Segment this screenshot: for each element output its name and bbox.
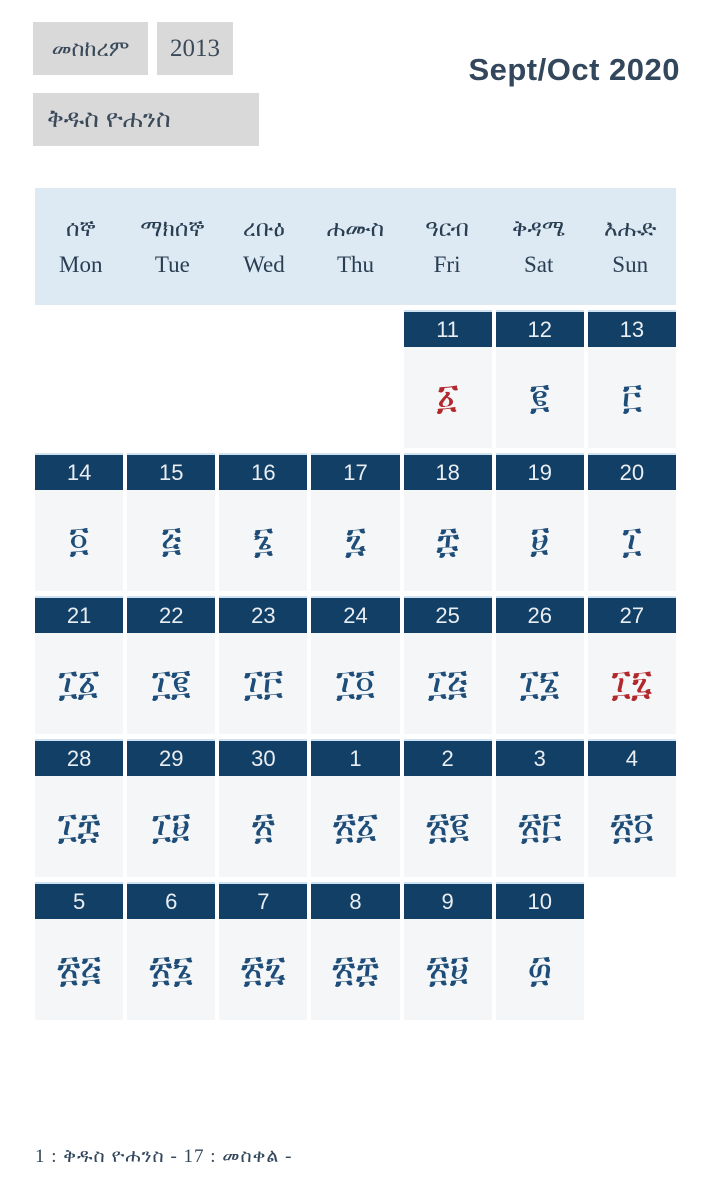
gregorian-date-label: 29 (127, 739, 215, 776)
day-cell[interactable] (127, 596, 215, 734)
geez-date: ፬ (35, 490, 123, 591)
weekday-wed (218, 215, 310, 278)
day-cell[interactable] (588, 453, 676, 591)
empty-day-cell (219, 310, 307, 448)
geez-date: ፲፬ (311, 633, 399, 734)
day-cell[interactable] (35, 453, 123, 591)
gregorian-date-label: 2 (404, 739, 492, 776)
gregorian-date-label: 20 (588, 453, 676, 490)
day-cell[interactable] (496, 453, 584, 591)
day-cell[interactable] (311, 882, 399, 1020)
weekday-english-label: Sat (523, 252, 554, 277)
geez-date: ፳ (219, 776, 307, 877)
day-cell[interactable] (404, 310, 492, 448)
gregorian-date-label: 17 (311, 453, 399, 490)
gregorian-date-label: 12 (496, 310, 584, 347)
gregorian-date-label: 5 (35, 882, 123, 919)
gregorian-date-label: 15 (127, 453, 215, 490)
weekday-amharic-label: ቅዳሜ (512, 215, 566, 241)
gregorian-date-label: 23 (219, 596, 307, 633)
day-cell[interactable] (127, 739, 215, 877)
gregorian-date-label: 8 (311, 882, 399, 919)
gregorian-date-label: 10 (496, 882, 584, 919)
calendar-grid (35, 310, 676, 1020)
gregorian-date-label: 7 (219, 882, 307, 919)
day-cell[interactable] (127, 453, 215, 591)
gregorian-date-label: 18 (404, 453, 492, 490)
gregorian-date-label: 24 (311, 596, 399, 633)
weekday-amharic-label: ሰኞ (66, 215, 96, 241)
day-cell[interactable] (588, 596, 676, 734)
geez-date: ፲፰ (35, 776, 123, 877)
day-cell[interactable] (35, 882, 123, 1020)
day-cell[interactable] (404, 739, 492, 877)
year-select-button[interactable]: 2013 (157, 22, 233, 75)
week-row (35, 739, 676, 877)
geez-date: ፴ (496, 919, 584, 1020)
gregorian-date-label: 25 (404, 596, 492, 633)
geez-date: ፫ (588, 347, 676, 448)
geez-date: ፲፭ (404, 633, 492, 734)
weekday-english-label: Mon (59, 252, 103, 277)
day-cell[interactable] (35, 596, 123, 734)
gregorian-date-label: 13 (588, 310, 676, 347)
weekday-english-label: Wed (243, 252, 285, 277)
weekday-mon (35, 215, 127, 278)
week-row (35, 882, 676, 1020)
day-cell[interactable] (219, 739, 307, 877)
weekday-fri (401, 215, 493, 278)
gregorian-date-label: 6 (127, 882, 215, 919)
day-cell[interactable] (311, 739, 399, 877)
day-cell[interactable] (219, 596, 307, 734)
geez-date: ፭ (127, 490, 215, 591)
day-cell[interactable] (496, 596, 584, 734)
day-cell[interactable] (496, 310, 584, 448)
holiday-select-button[interactable]: ቅዱስ ዮሐንስ (33, 93, 259, 146)
geez-date: ፮ (219, 490, 307, 591)
gregorian-date-label: 28 (35, 739, 123, 776)
empty-day-cell (127, 310, 215, 448)
weekday-english-label: Tue (154, 252, 190, 277)
week-row (35, 453, 676, 591)
day-cell[interactable] (219, 453, 307, 591)
gregorian-date-label: 1 (311, 739, 399, 776)
day-cell[interactable] (404, 596, 492, 734)
weekday-tue (127, 215, 219, 278)
geez-date-holiday: ፩ (404, 347, 492, 448)
weekday-sun (584, 215, 676, 278)
weekday-amharic-label: ረቡዕ (242, 215, 285, 241)
weekday-thu (310, 215, 402, 278)
ethiopian-calendar (35, 188, 676, 1020)
day-cell[interactable] (311, 453, 399, 591)
weekday-sat (493, 215, 585, 278)
gregorian-date-label: 9 (404, 882, 492, 919)
geez-date: ፲፱ (127, 776, 215, 877)
day-cell[interactable] (404, 453, 492, 591)
empty-day-cell (311, 310, 399, 448)
day-cell[interactable] (35, 739, 123, 877)
weekday-english-label: Thu (336, 252, 375, 277)
gregorian-date-label: 19 (496, 453, 584, 490)
gregorian-date-label: 4 (588, 739, 676, 776)
geez-date: ፳፮ (127, 919, 215, 1020)
gregorian-date-label: 21 (35, 596, 123, 633)
geez-date: ፳፱ (404, 919, 492, 1020)
geez-date: ፲ (588, 490, 676, 591)
weekday-amharic-label: ሐሙስ (326, 215, 385, 241)
weekday-amharic-label: ዓርብ (425, 215, 469, 241)
geez-date: ፳፰ (311, 919, 399, 1020)
geez-date: ፲፪ (127, 633, 215, 734)
geez-date: ፲፩ (35, 633, 123, 734)
geez-date: ፳፩ (311, 776, 399, 877)
weekday-english-label: Sun (612, 252, 649, 277)
gregorian-date-label: 27 (588, 596, 676, 633)
day-cell[interactable] (127, 882, 215, 1020)
weekday-amharic-label: ማክሰኞ (140, 215, 205, 241)
empty-day-cell (588, 882, 676, 1020)
geez-date: ፲፮ (496, 633, 584, 734)
geez-date: ፳፬ (588, 776, 676, 877)
day-cell[interactable] (404, 882, 492, 1020)
day-cell[interactable] (588, 310, 676, 448)
gregorian-date-label: 16 (219, 453, 307, 490)
empty-day-cell (35, 310, 123, 448)
geez-date: ፳፯ (219, 919, 307, 1020)
gregorian-date-label: 26 (496, 596, 584, 633)
geez-date-holiday: ፲፯ (588, 633, 676, 734)
gregorian-date-label: 22 (127, 596, 215, 633)
day-cell[interactable] (496, 739, 584, 877)
geez-date: ፳፫ (496, 776, 584, 877)
week-row (35, 596, 676, 734)
month-select-button[interactable]: መስከረም (33, 22, 148, 75)
day-cell[interactable] (311, 596, 399, 734)
day-cell[interactable] (496, 882, 584, 1020)
geez-date: ፱ (496, 490, 584, 591)
day-cell[interactable] (588, 739, 676, 877)
geez-date: ፯ (311, 490, 399, 591)
weekday-header-row (35, 188, 676, 305)
gregorian-date-label: 3 (496, 739, 584, 776)
geez-date: ፳፪ (404, 776, 492, 877)
gregorian-date-label: 11 (404, 310, 492, 347)
holiday-legend: 1 : ቅዱስ ዮሐንስ - 17 : መስቀል - (35, 1146, 293, 1167)
weekday-english-label: Fri (433, 252, 461, 277)
gregorian-range-title: Sept/Oct 2020 (468, 52, 680, 87)
gregorian-date-label: 30 (219, 739, 307, 776)
gregorian-date-label: 14 (35, 453, 123, 490)
week-row (35, 310, 676, 448)
geez-date: ፪ (496, 347, 584, 448)
weekday-amharic-label: እሑድ (604, 215, 657, 241)
geez-date: ፰ (404, 490, 492, 591)
geez-date: ፳፭ (35, 919, 123, 1020)
day-cell[interactable] (219, 882, 307, 1020)
geez-date: ፲፫ (219, 633, 307, 734)
